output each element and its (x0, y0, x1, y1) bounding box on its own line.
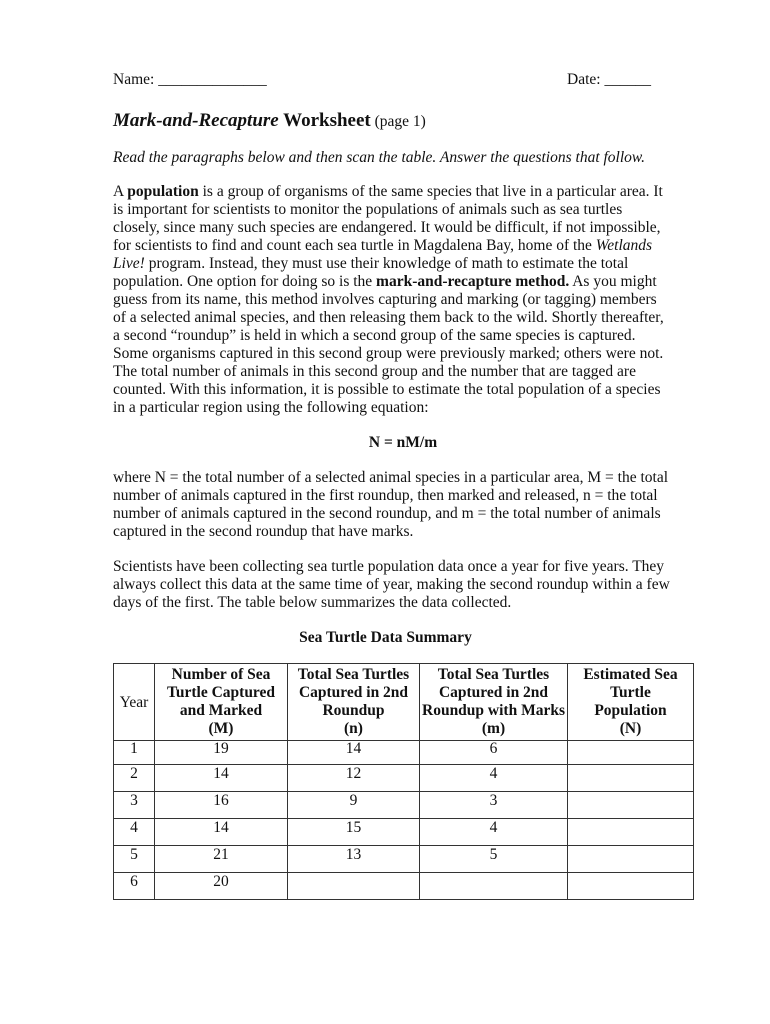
table-row (114, 765, 694, 792)
date-line (567, 71, 651, 89)
p1-text: is a group of organisms of the same species that live in a particular area. It (198, 183, 663, 200)
header-line: (n) (344, 720, 363, 737)
cell-second-roundup: 13 (288, 846, 420, 873)
paragraph-data-collection (113, 558, 670, 612)
date-blank[interactable]: ______ (604, 71, 651, 88)
p1-line (113, 255, 664, 273)
p1-line (113, 183, 664, 201)
cell-second-roundup-marked[interactable] (420, 873, 568, 900)
title-main: Worksheet (278, 110, 371, 131)
table-row (114, 819, 694, 846)
paragraph-variables (113, 469, 668, 541)
table-row (114, 741, 694, 765)
p1-line: of a selected animal species, and then releasing them back to the wild. Shortly thereafter, (113, 309, 664, 326)
p1-line (113, 237, 664, 255)
date-label: Date: (567, 71, 601, 88)
cell-second-roundup: 14 (288, 741, 420, 765)
header-estimated-population (568, 664, 694, 741)
header-line: Turtle Captured (166, 684, 276, 701)
p1-line: a second “roundup” is held in which a second group of the same species is captured. (113, 327, 636, 344)
p1-text: A (113, 183, 128, 200)
p1-text: population. One option for doing so is the (113, 273, 377, 290)
header-line: Total Sea Turtles (437, 666, 550, 683)
name-line (113, 71, 267, 89)
header-line: Estimated Sea (583, 666, 678, 683)
cell-year: 2 (114, 765, 155, 792)
cell-year: 3 (114, 792, 155, 819)
name-blank[interactable]: ______________ (158, 71, 267, 88)
p1-line: in a particular region using the following equation: (113, 399, 429, 416)
header-line: Number of Sea (171, 666, 271, 683)
title-page-note: (page 1) (370, 113, 426, 130)
p1-line: guess from its name, this method involves capturing and marking (or tagging) members (113, 291, 657, 308)
p2-line: number of animals captured in the second roundup, and m = the total number of animals (113, 505, 661, 522)
equation: N = nM/m (368, 434, 438, 451)
header-line: (m) (481, 720, 506, 737)
cell-estimated-population[interactable] (568, 873, 694, 900)
cell-second-roundup-marked: 6 (420, 741, 568, 765)
header-line: Roundup with Marks (422, 702, 565, 719)
title-italic: Mark-and-Recapture (113, 110, 279, 131)
sea-turtle-data-table (113, 663, 694, 900)
p1-line: is important for scientists to monitor the populations of animals such as sea turtles (113, 201, 623, 218)
term-mark-recapture: mark-and-recapture method. (376, 273, 570, 290)
cell-estimated-population[interactable] (568, 741, 694, 765)
p1-text: program. Instead, they must use their knowledge of math to estimate the total (144, 255, 629, 272)
cell-year: 5 (114, 846, 155, 873)
cell-second-roundup-marked: 3 (420, 792, 568, 819)
instructions: Read the paragraphs below and then scan the table. Answer the questions that follow. (113, 149, 645, 166)
p1-line: counted. With this information, it is possible to estimate the total population of a species (113, 381, 661, 398)
cell-second-roundup: 15 (288, 819, 420, 846)
header-second-roundup-marked (420, 664, 568, 741)
cell-year: 4 (114, 819, 155, 846)
header-line: Captured in 2nd (438, 684, 549, 701)
header-line: (M) (208, 720, 234, 737)
program-name: Live! (113, 255, 145, 272)
cell-marked: 20 (155, 873, 288, 900)
header-line: Total Sea Turtles (297, 666, 410, 683)
p2-line: number of animals captured in the first roundup, then marked and released, n = the total (113, 487, 658, 504)
term-population: population (127, 183, 199, 200)
cell-year: 6 (114, 873, 155, 900)
cell-year: 1 (114, 741, 155, 765)
table-header-row (114, 664, 694, 741)
p1-text: for scientists to find and count each sea turtle in Magdalena Bay, home of the (113, 237, 596, 254)
p3-line: days of the first. The table below summarizes the data collected. (113, 594, 512, 611)
cell-marked: 19 (155, 741, 288, 765)
p2-line: where N = the total number of a selected animal species in a particular area, M = the total (113, 469, 669, 486)
header-line: Roundup (322, 702, 385, 719)
program-name: Wetlands (595, 237, 653, 254)
header-year: Year (114, 664, 155, 741)
table-title: Sea Turtle Data Summary (299, 629, 472, 646)
p1-line: closely, since many such species are endangered. It would be difficult, if not impossible, (113, 219, 661, 236)
cell-estimated-population[interactable] (568, 846, 694, 873)
cell-second-roundup: 12 (288, 765, 420, 792)
table-row (114, 873, 694, 900)
p3-line: Scientists have been collecting sea turtle population data once a year for five years. They (113, 558, 665, 575)
p1-line: Some organisms captured in this second group were previously marked; others were not. (113, 345, 664, 362)
table-row (114, 846, 694, 873)
cell-marked: 14 (155, 819, 288, 846)
header-line: Turtle (610, 684, 651, 701)
cell-marked: 16 (155, 792, 288, 819)
page-title (113, 110, 426, 132)
p1-line: The total number of animals in this second group and the number that are tagged are (113, 363, 636, 380)
p1-line (113, 273, 664, 291)
name-label: Name: (113, 71, 155, 88)
cell-marked: 14 (155, 765, 288, 792)
cell-second-roundup: 9 (288, 792, 420, 819)
cell-second-roundup[interactable] (288, 873, 420, 900)
cell-second-roundup-marked: 4 (420, 819, 568, 846)
cell-marked: 21 (155, 846, 288, 873)
cell-estimated-population[interactable] (568, 819, 694, 846)
header-marked (155, 664, 288, 741)
cell-second-roundup-marked: 5 (420, 846, 568, 873)
cell-estimated-population[interactable] (568, 792, 694, 819)
cell-estimated-population[interactable] (568, 765, 694, 792)
table-row (114, 792, 694, 819)
p1-text: As you might (569, 273, 657, 290)
header-second-roundup (288, 664, 420, 741)
paragraph-population (113, 183, 664, 417)
cell-second-roundup-marked: 4 (420, 765, 568, 792)
header-line: Population (594, 702, 667, 719)
p2-line: captured in the second roundup that have marks. (113, 523, 414, 540)
header-line: (N) (619, 720, 642, 737)
header-line: Captured in 2nd (298, 684, 409, 701)
header-line: and Marked (179, 702, 263, 719)
p3-line: always collect this data at the same time of year, making the second roundup within a few (113, 576, 670, 593)
